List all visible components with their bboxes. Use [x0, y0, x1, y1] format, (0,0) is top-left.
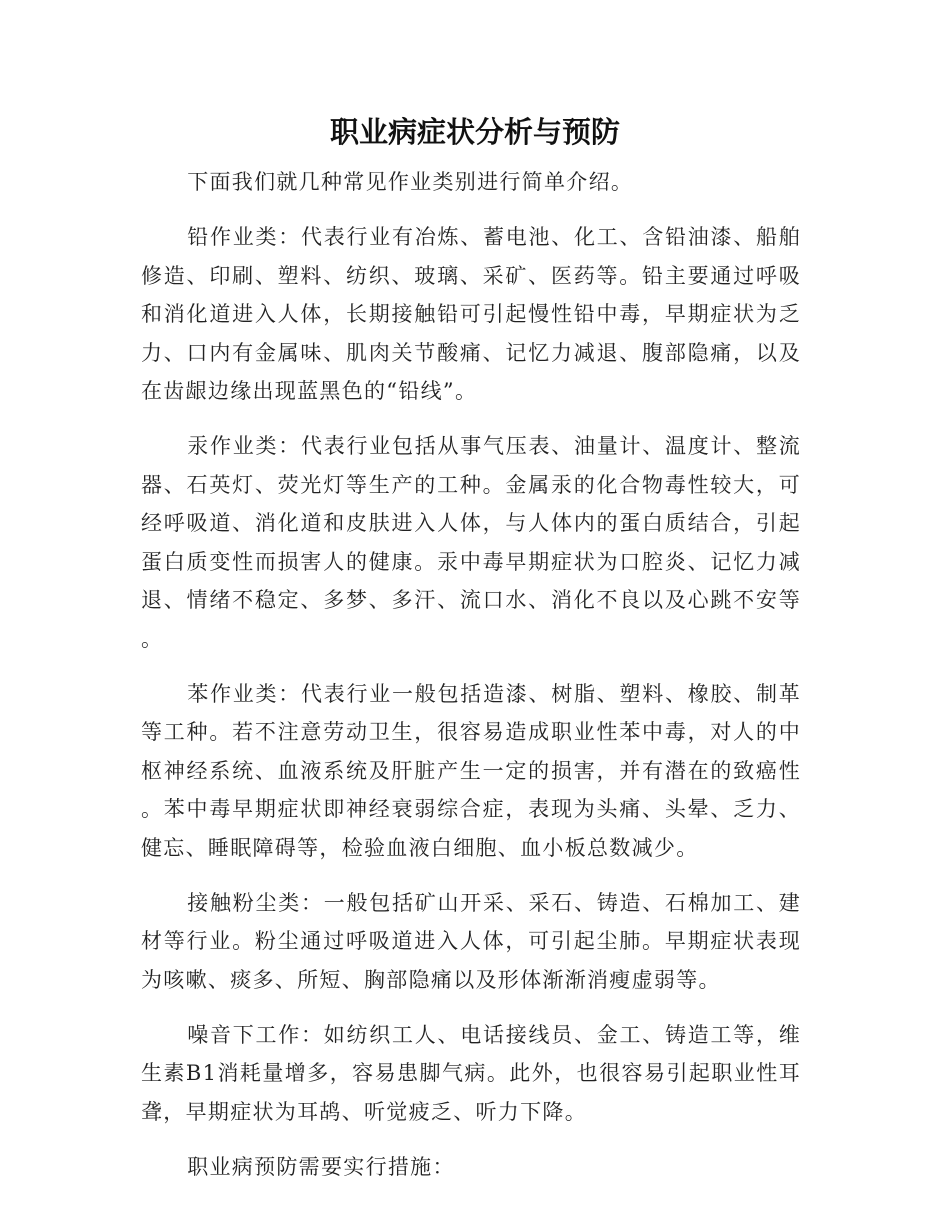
paragraph-noise-work: 噪音下工作：如纺织工人、电话接线员、金工、铸造工等，维生素B1消耗量增多，容易患脚气病。此外，也很容易引起职业性耳聋，早期症状为耳鸪、听觉疲乏、听力下降。 — [141, 1022, 801, 1124]
document-body — [141, 163, 801, 1203]
paragraph-intro: 下面我们就几种常见作业类别进行简单介绍。 — [187, 170, 634, 194]
paragraph-mercury-work: 汞作业类：代表行业包括从事气压表、油量计、温度计、整流器、石英灯、荧光灯等生产的工种。金属汞的化合物毒性较大，可经呼吸道、消化道和皮肤进入人体，与人体内的蛋白质结合，引起蛋白质变性而损害人的健康。汞中毒早期症状为口腔炎、记忆力减退、情绪不稳定、多梦、多汗、流口水、消化不良以及心跳不安等。 — [141, 434, 801, 651]
paragraph-benzene-work: 苯作业类：代表行业一般包括造漆、树脂、塑料、橡胶、制革等工种。若不注意劳动卫生，很容易造成职业性苯中毒，对人的中枢神经系统、血液系统及肝脏产生一定的损害，并有潜在的致癌性。苯中毒早期症状即神经衰弱综合症，表现为头痛、头晕、乏力、健忘、睡眠障碍等，检验血液白细胞、血小板总数减少。 — [141, 681, 801, 860]
paragraph-lead-work: 铅作业类：代表行业有冶炼、蓄电池、化工、含铅油漆、船舶修造、印刷、塑料、纺织、玻璃、采矿、医药等。铅主要通过呼吸和消化道进入人体，长期接触铅可引起慢性铅中毒，早期症状为乏力、口内有金属味、肌肉关节酸痛、记忆力减退、腹部隐痛，以及在齿龈边缘出现蓝黑色的“铅线”。 — [141, 225, 801, 403]
paragraph-dust-exposure: 接触粉尘类：一般包括矿山开采、采石、铸造、石棉加工、建材等行业。粉尘通过呼吸道进入人体，可引起尘肺。早期症状表现为咳嗽、痰多、所短、胸部隐痛以及形体渐渐消瘦虚弱等。 — [141, 890, 801, 992]
document-title: 职业病症状分析与预防 — [329, 115, 620, 149]
paragraph-prevention-measures: 职业病预防需要实行措施： — [187, 1154, 455, 1179]
